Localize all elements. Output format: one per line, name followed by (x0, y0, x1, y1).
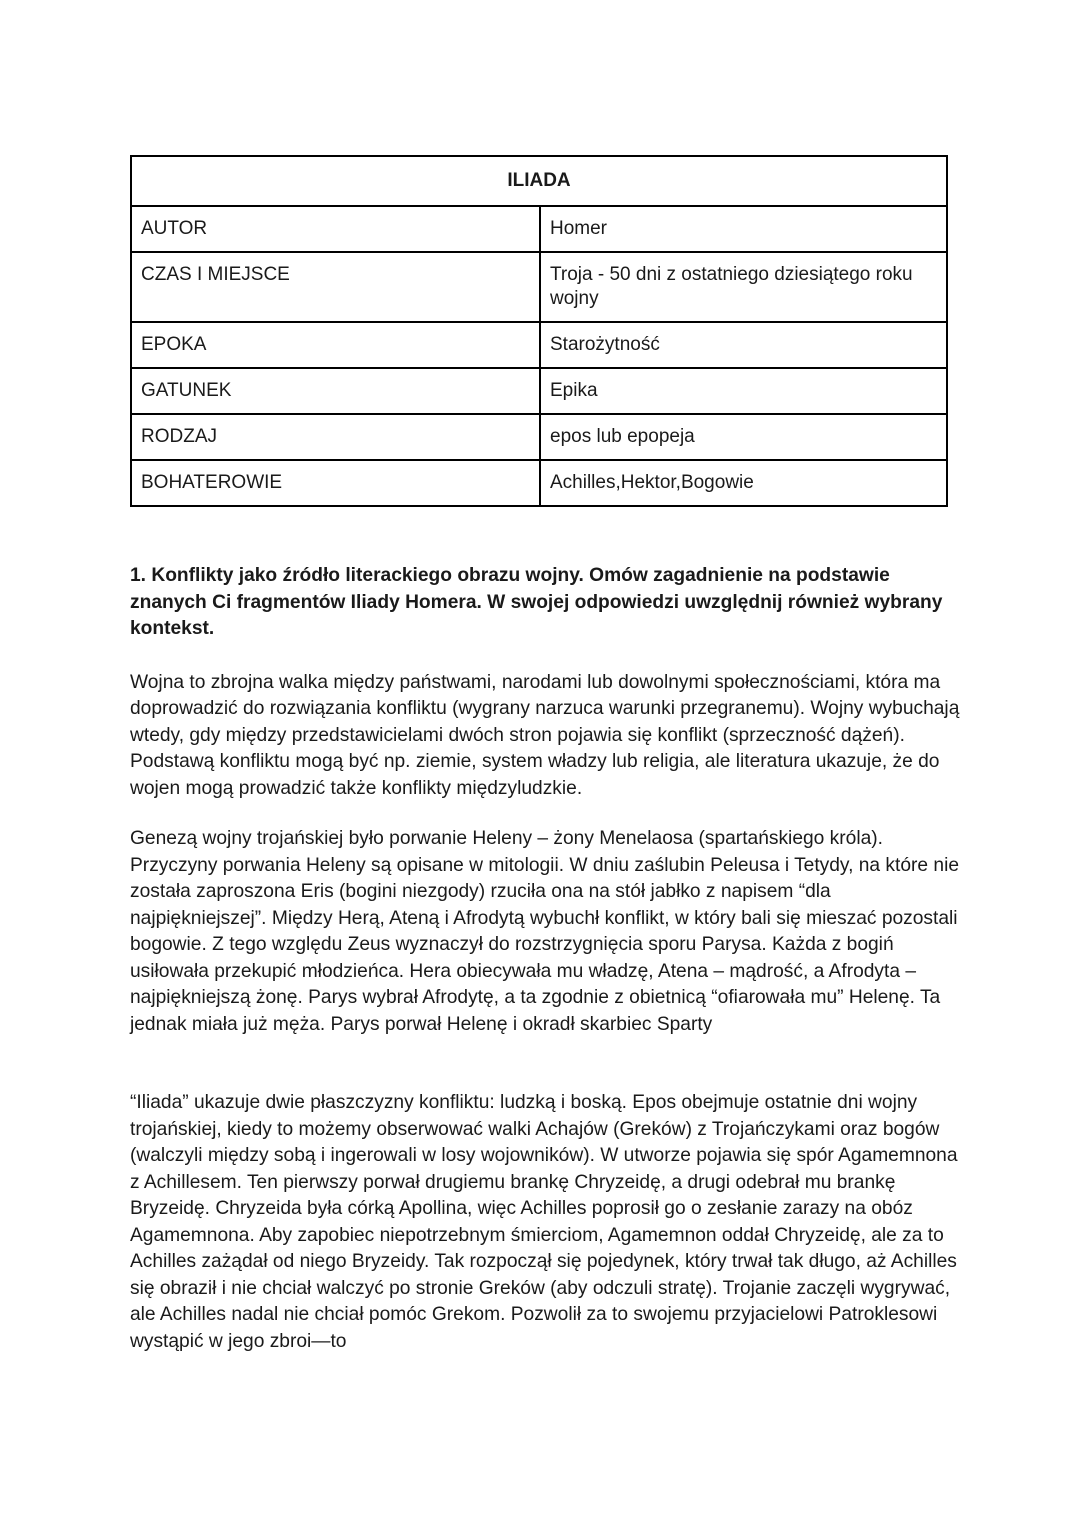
row-value-characters: Achilles,Hektor,Bogowie (540, 460, 947, 506)
row-value-kind: epos lub epopeja (540, 414, 947, 460)
row-label-time-place: CZAS I MIEJSCE (131, 252, 540, 322)
row-label-author: AUTOR (131, 206, 540, 252)
row-value-author: Homer (540, 206, 947, 252)
table-row (131, 460, 947, 506)
table-row (131, 206, 947, 252)
table-row (131, 322, 947, 368)
row-value-genre: Epika (540, 368, 947, 414)
table-row (131, 252, 947, 322)
summary-table (130, 155, 948, 507)
row-value-time-place: Troja - 50 dni z ostatniego dziesiątego roku wojny (540, 252, 947, 322)
paragraph-war-origin: Genezą wojny trojańskiej było porwanie Heleny – żony Menelaosa (spartańskiego króla). Przyczyny porwania Heleny są opisane w mitologii. W dniu zaślubin Peleusa i Tetydy, na które nie została zaproszona Eris (bogini niezgody) rzuciła ona na stół jabłko z napisem “dla najpiękniejszej”. Między Herą, Ateną i Afrodytą wybuchł konflikt, w który bali się mieszać pozostali bogowie. Z tego względu Zeus wyznaczył do rozstrzygnięcia sporu Parysa. Każda z bogiń usiłowała przekupić młodzieńca. Hera obiecywała mu władzę, Atena – mądrość, a Afrodyta – najpiękniejszą żonę. Parys wybrał Afrodytę, a ta zgodnie z obietnicą “ofiarowała mu” Helenę. Ta jednak miała już męża. Parys porwał Helenę i okradł skarbiec Sparty (130, 828, 960, 1035)
row-label-epoch: EPOKA (131, 322, 540, 368)
row-label-genre: GATUNEK (131, 368, 540, 414)
table-row (131, 368, 947, 414)
table-header-row (131, 156, 947, 206)
row-value-epoch: Starożytność (540, 322, 947, 368)
row-label-characters: BOHATEROWIE (131, 460, 540, 506)
paragraph-iliad-conflict: “Iliada” ukazuje dwie płaszczyzny konfliktu: ludzką i boską. Epos obejmuje ostatnie dni wojny trojańskiej, kiedy to możemy obserwować walki Achajów (Greków) z Trojańczykami oraz bogów (walczyli między sobą i ingerowali w losy wojowników). W utworze pojawia się spór Agamemnona z Achillesem. Ten pierwszy porwał drugiemu brankę Chryzeidę, a drugi odebrał mu brankę Bryzeidę. Chryzeida była córką Apollina, więc Achilles poprosił go o zesłanie zarazy na obóz Agamemnona. Aby zapobiec niepotrzebnym śmierciom, Agamemnon oddał Chryzeidę, ale za to Achilles zażądał od niego Bryzeidy. Tak rozpoczął się pojedynek, który trwał tak długo, aż Achilles się obraził i nie chciał walczyć po stronie Greków (aby odczuli stratę). Trojanie zaczęli wygrywać, ale Achilles nadal nie chciał pomóc Grekom. Pozwolił za to swojemu przyjacielowi Patroklesowi wystąpić w jego zbroi—to (130, 1092, 958, 1352)
table-row (131, 414, 947, 460)
row-label-kind: RODZAJ (131, 414, 540, 460)
question-heading: 1. Konflikty jako źródło literackiego obrazu wojny. Omów zagadnienie na podstawie znanych Ci fragmentów Iliady Homera. W swojej odpowiedzi uwzględnij również wybrany kontekst. (130, 565, 943, 639)
essay-content (130, 563, 960, 1379)
table-title: ILIADA (131, 156, 947, 206)
paragraph-war-definition: Wojna to zbrojna walka między państwami, narodami lub dowolnymi społecznościami, która ma doprowadzić do rozwiązania konfliktu (wygrany narzuca warunki przegranemu). Wojny wybuchają wtedy, gdy między przedstawicielami dwóch stron pojawia się konflikt (sprzeczność dążeń). Podstawą konfliktu mogą być np. ziemie, system władzy lub religia, ale literatura ukazuje, że do wojen mogą prowadzić także konflikty międzyludzkie. (130, 671, 960, 799)
